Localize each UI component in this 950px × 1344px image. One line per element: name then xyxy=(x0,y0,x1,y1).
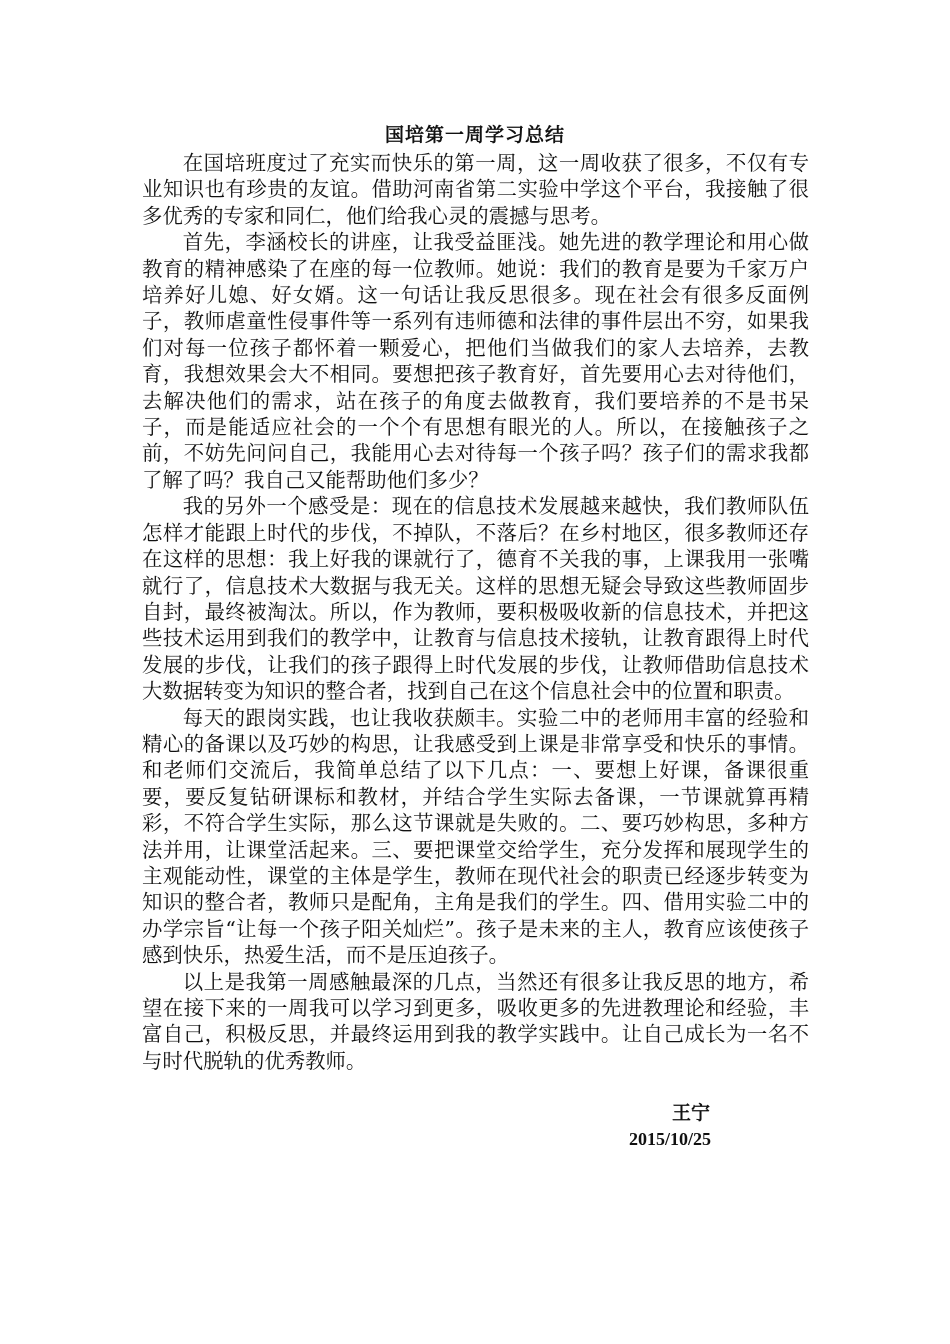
signature-name: 王宁 xyxy=(671,1102,710,1124)
document-body xyxy=(142,150,809,1074)
signature-block xyxy=(570,1100,770,1152)
paragraph-lecture: 首先，李涵校长的讲座，让我受益匪浅。她先进的教学理论和用心做教育的精神感染了在座的每一位教师。她说：我们的教育是要为千家万户培养好儿媳、好女婿。这一句话让我反思很多。现在社会有很多反面例子，教师虐童性侵事件等一系列有违师德和法律的事件层出不穷，如果我们对每一位孩子都怀着一颗爱心，把他们当做我们的家人去培养，去教育，我想效果会大不相同。要想把孩子教育好，首先要用心去对待他们，去解决他们的需求，站在孩子的角度去做教育，我们要培养的不是书呆子，而是能适应社会的一个个有思想有眼光的人。所以，在接触孩子之前，不妨先问问自己，我能用心去对待每一个孩子吗？孩子们的需求我都了解了吗？我自己又能帮助他们多少？ xyxy=(142,230,809,492)
document-title: 国培第一周学习总结 xyxy=(384,124,565,146)
paragraph-intro: 在国培班度过了充实而快乐的第一周，这一周收获了很多，不仅有专业知识也有珍贵的友谊。借助河南省第二实验中学这个平台，我接触了很多优秀的专家和同仁，他们给我心灵的震撼与思考。 xyxy=(142,151,809,228)
paragraph-practice: 每天的跟岗实践，也让我收获颇丰。实验二中的老师用丰富的经验和精心的备课以及巧妙的构思，让我感受到上课是非常享受和快乐的事情。和老师们交流后，我简单总结了以下几点：一、要想上好课，备课很重要，要反复钻研课标和教材，并结合学生实际去备课，一节课就算再精彩，不符合学生实际，那么这节课就是失败的。二、要巧妙构思，多种方法并用，让课堂活起来。三、要把课堂交给学生，充分发挥和展现学生的主观能动性，课堂的主体是学生，教师在现代社会的职责已经逐步转变为知识的整合者，教师只是配角，主角是我们的学生。四、借用实验二中的办学宗旨“让每一个孩子阳关灿烂”。孩子是未来的主人，教育应该使孩子感到快乐，热爱生活，而不是压迫孩子。 xyxy=(142,705,809,968)
paragraph-technology: 我的另外一个感受是：现在的信息技术发展越来越快，我们教师队伍怎样才能跟上时代的步伐，不掉队，不落后？在乡村地区，很多教师还存在这样的思想：我上好我的课就行了，德育不关我的事，上课我用一张嘴就行了，信息技术大数据与我无关。这样的思想无疑会导致这些教师固步自封，最终被淘汰。所以，作为教师，要积极吸收新的信息技术，并把这些技术运用到我们的教学中，让教育与信息技术接轨，让教育跟得上时代发展的步伐，让我们的孩子跟得上时代发展的步伐，让教师借助信息技术大数据转变为知识的整合者，找到自己在这个信息社会中的位置和职责。 xyxy=(142,494,809,704)
paragraph-conclusion: 以上是我第一周感触最深的几点，当然还有很多让我反思的地方，希望在接下来的一周我可以学习到更多，吸收更多的先进教理论和经验，丰富自己，积极反思，并最终运用到我的教学实践中。让自己成长为一名不与时代脱轨的优秀教师。 xyxy=(142,969,809,1073)
signature-date: 2015/10/25 xyxy=(628,1129,711,1149)
